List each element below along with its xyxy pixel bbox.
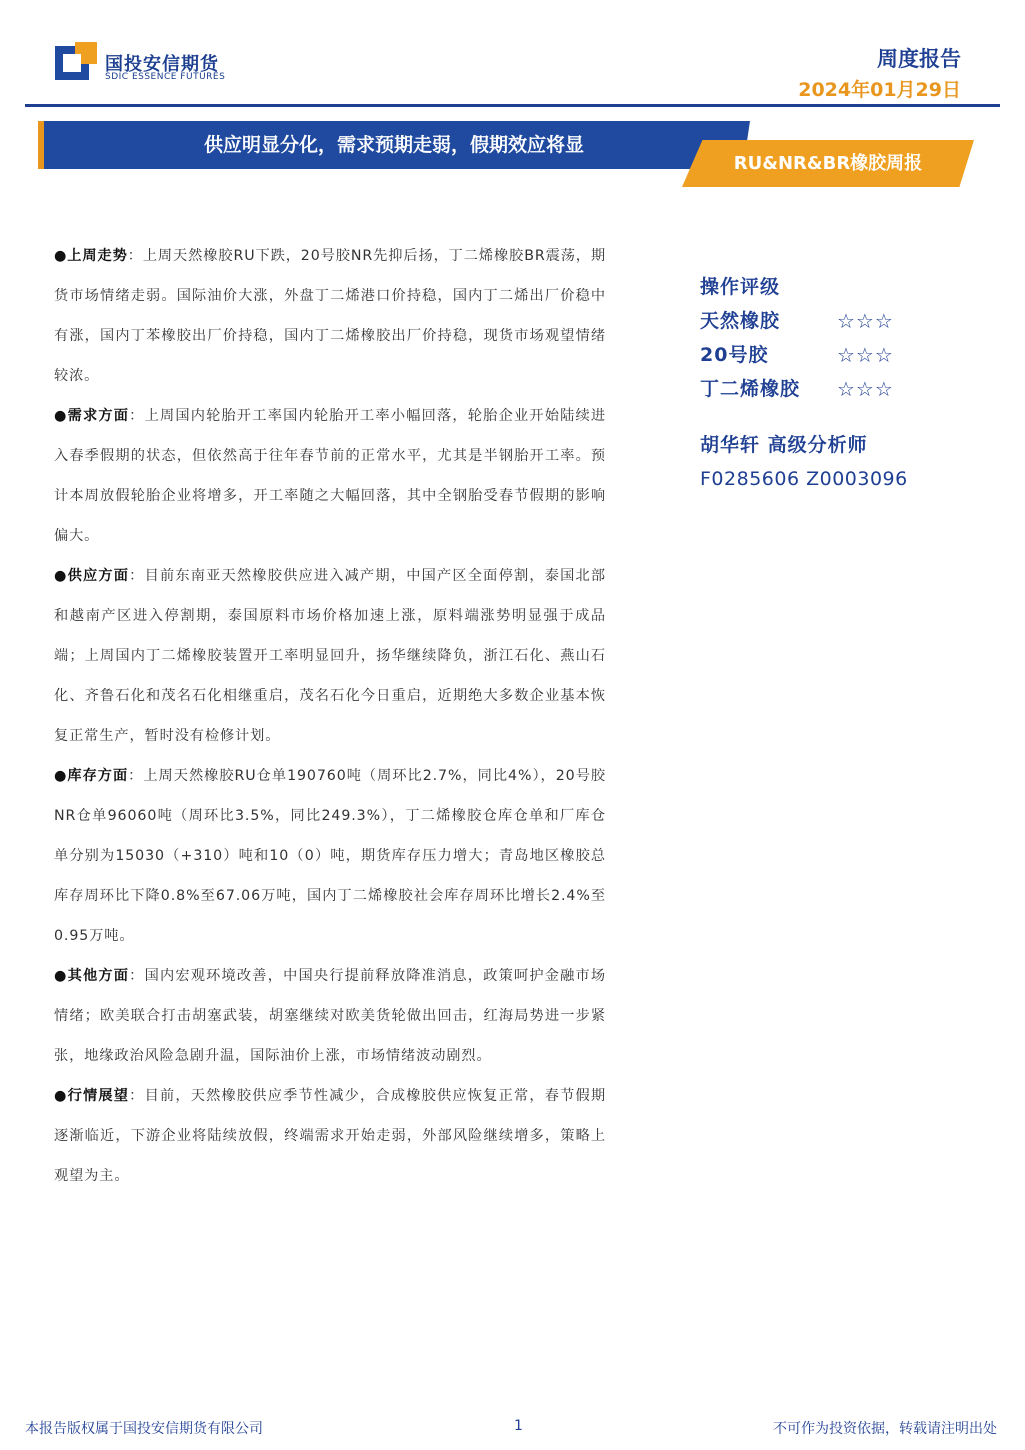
section-heading: 行情展望 xyxy=(67,1088,130,1104)
rating-name: 20号胶 xyxy=(700,344,769,366)
section-heading: 库存方面 xyxy=(67,768,129,784)
footer-disclaimer: 不可作为投资依据，转载请注明出处 xyxy=(773,1421,997,1437)
rating-name: 丁二烯橡胶 xyxy=(700,378,801,400)
rating-row xyxy=(700,338,960,372)
section-heading: 需求方面 xyxy=(67,408,130,424)
report-subtitle: RU&NR&BR橡胶周报 xyxy=(733,153,923,174)
section-supply xyxy=(54,556,606,756)
bullet-icon: ● xyxy=(54,1088,68,1104)
section-text: ：国内宏观环境改善，中国央行提前释放降准消息，政策呵护金融市场情绪；欧美联合打击胡塞武装，胡塞继续对欧美货轮做出回击，红海局势进一步紧张，地缘政治风险急剧升温，国际油价上涨，市场情绪波动剧烈。 xyxy=(54,968,607,1064)
star-rating-icon: ☆☆☆ xyxy=(837,343,894,367)
section-heading: 供应方面 xyxy=(67,568,130,584)
bullet-icon: ● xyxy=(54,248,68,264)
section-inventory xyxy=(54,756,606,956)
rating-name: 天然橡胶 xyxy=(700,310,781,332)
report-date: 2024年01月29日 xyxy=(798,79,961,101)
section-last-week xyxy=(54,236,606,396)
section-heading: 上周走势 xyxy=(67,248,128,264)
star-rating-icon: ☆☆☆ xyxy=(837,377,894,401)
section-text: ：目前东南亚天然橡胶供应进入减产期，中国产区全面停割，泰国北部和越南产区进入停割期，泰国原料市场价格加速上涨，原料端涨势明显强于成品端；上周国内丁二烯橡胶装置开工率明显回升，扬华继续降负，浙江石化、燕山石化、齐鲁石化和茂名石化相继重启，茂名石化今日重启，近期绝大多数企业基本恢复正常生产，暂时没有检修计划。 xyxy=(54,568,607,744)
rating-title: 操作评级 xyxy=(700,276,781,298)
section-text: ：上周天然橡胶RU下跌，20号胶NR先抑后扬，丁二烯橡胶BR震荡，期货市场情绪走弱。国际油价大涨，外盘丁二烯港口价持稳，国内丁二烯出厂价稳中有涨，国内丁苯橡胶出厂价持稳，国内丁二烯橡胶出厂价持稳，现货市场观望情绪较浓。 xyxy=(54,248,606,384)
company-logo xyxy=(55,42,255,88)
analyst-name: 胡华轩 高级分析师 xyxy=(700,434,868,456)
rating-sidebar xyxy=(700,270,960,496)
bullet-icon: ● xyxy=(54,768,68,784)
section-demand xyxy=(54,396,606,556)
bullet-icon: ● xyxy=(54,408,68,424)
logo-name: 国投安信期货 xyxy=(105,54,219,75)
section-text: ：上周天然橡胶RU仓单190760吨（周环比2.7%，同比4%），20号胶NR仓单96060吨（周环比3.5%，同比249.3%），丁二烯橡胶仓库仓单和厂库仓单分别为15030（+310）吨和10（0）吨，期货库存压力增大；青岛地区橡胶总库存周环比下降0.8%至67.06万吨，国内丁二烯橡胶社会库存周环比增长2.4%至0.95万吨。 xyxy=(54,768,606,944)
logo-subtitle: SDIC ESSENCE FUTURES xyxy=(105,72,226,82)
section-other xyxy=(54,956,606,1076)
section-outlook xyxy=(54,1076,606,1196)
bullet-icon: ● xyxy=(54,968,68,984)
section-heading: 其他方面 xyxy=(67,968,130,984)
footer-copyright: 本报告版权属于国投安信期货有限公司 xyxy=(25,1421,263,1437)
report-type: 周度报告 xyxy=(877,47,961,71)
logo-mark-icon xyxy=(55,42,97,84)
rating-row xyxy=(700,372,960,406)
report-body xyxy=(54,236,606,1196)
report-title: 供应明显分化，需求预期走弱，假期效应将显 xyxy=(203,134,584,156)
header-divider xyxy=(25,104,1000,107)
rating-row xyxy=(700,304,960,338)
section-text: ：目前，天然橡胶供应季节性减少，合成橡胶供应恢复正常，春节假期逐渐临近，下游企业将陆续放假，终端需求开始走弱，外部风险继续增多，策略上观望为主。 xyxy=(54,1088,607,1184)
star-rating-icon: ☆☆☆ xyxy=(837,309,894,333)
bullet-icon: ● xyxy=(54,568,68,584)
page-number: 1 xyxy=(514,1418,523,1434)
section-text: ：上周国内轮胎开工率国内轮胎开工率小幅回落，轮胎企业开始陆续进入春季假期的状态，但依然高于往年春节前的正常水平，尤其是半钢胎开工率。预计本周放假轮胎企业将增多，开工率随之大幅回落，其中全钢胎受春节假期的影响偏大。 xyxy=(54,408,607,544)
analyst-license: F0285606 Z0003096 xyxy=(700,468,908,490)
